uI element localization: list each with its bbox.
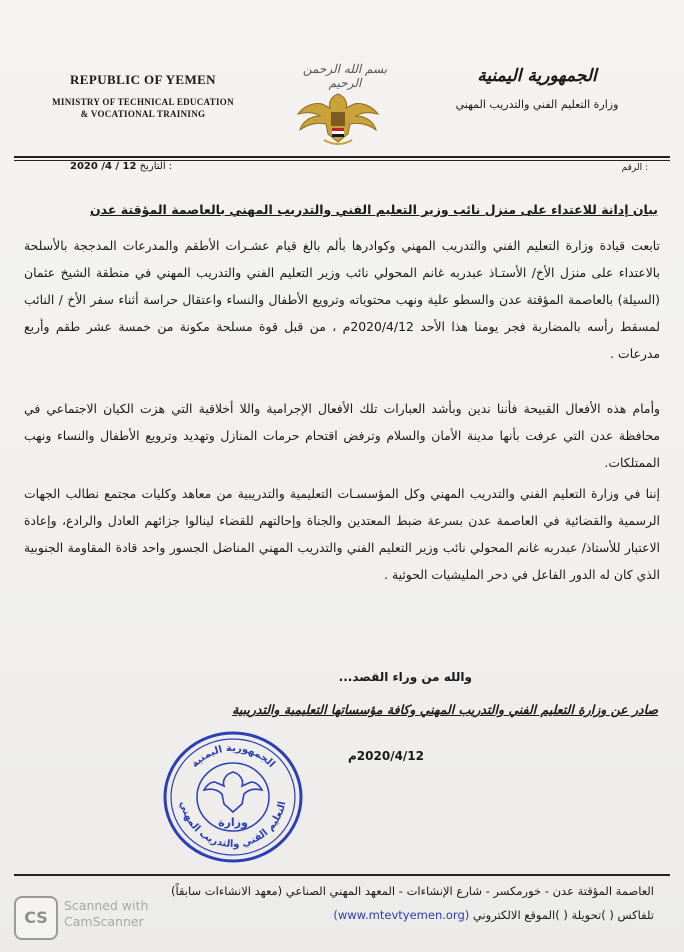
paragraph-2: وأمام هذه الأفعال القبيحة فأننا ندين وبأشد العبارات تلك الأفعال الإجرامية واللا أخلاقية التي هزت الكيان الاجتماعي في محافظة عدن التي عرفت بأنها مدينة الأمان والسلام وترفض اقتحام حرمات المنازل وتهديد وترويع الأطفال والنساء ونهب الممتلكات. [24,401,660,470]
header-english [28,72,258,120]
stamp-bottom-text: التعليم الفني والتدريب المهني [177,800,289,851]
footer-contact-text: تلفاكس ( )تحويلة ( )الموقع الالكتروني [472,908,654,922]
issuer-line: صادر عن وزارة التعليم الفني والتدريب المهني وكافة مؤسساتها التعليمية والتدريبية [232,702,658,717]
paragraph-1: تابعت قيادة وزارة التعليم الفني والتدريب المهني وكوادرها بألم بالغ قيام عشـرات الأطقم والمدرعات المدججة بالأسلحة بالاعتداء على منزل الأخ/ الأستـاذ عبدربه غانم المحولي نائب وزير التعليم الفني والتدريب المهني في منطقة الشيخ عثمان (السيلة) بالعاصمة المؤقتة عدن والسطو علية ونهب محتوياته وترويع الأطفال والنساء واعتقال حراسة أثناء سفر الأخ / النائب لمسقط رأسه بالمضاربة فجر يومنا هذا الأحد 2020/4/12م ، من قبل قوة مسلحة مكونة من خمسة عشر طقم وأربع مدرعات . [24,238,660,361]
footer-address: العاصمة المؤقتة عدن - خورمكسر - شارع الإنشاءات - المعهد المهني الصناعي (معهد الانشاءات سابقاً) [171,884,654,898]
country-name-en: REPUBLIC OF YEMEN [70,72,216,87]
paragraph-3: إننا في وزارة التعليم الفني والتدريب المهني وكل المؤسسـات التعليمية والتدريبية من معاهد وكليات مجتمع نطالب الجهات الرسمية والقضائية في العاصمة عدن بسرعة ضبط المعتدين والجناة وإحالتهم للقضاء لينالوا جزائهم العادل والرادع، وإعادة الاعتبار للأستاذ/ عبدربه غانم المحولي نائب وزير التعليم الفني والتدريب المهني المناضل الجسور واحد قادة المقاومة الجنوبية الذي كان له الدور الفاعل في دحر المليشيات الحوثية . [24,486,660,582]
ministry-line-1: MINISTRY OF TECHNICAL EDUCATION [52,97,234,107]
camscanner-watermark [64,898,148,930]
basmala: بسم الله الرحمن الرحيم [302,62,388,90]
date-label: التاريخ : [139,161,173,172]
yemen-eagle-emblem-icon [288,88,388,148]
camscanner-line-1: Scanned with [64,898,149,913]
closing-line: والله من وراء القصد... [338,670,472,684]
ministry-line-2: & VOCATIONAL TRAINING [80,109,206,119]
country-name-ar: الجمهورية اليمنية [477,66,597,86]
issue-date: 2020/4/12م [348,749,425,763]
footer-website-link[interactable]: (www.mtevtyemen.org) [333,908,470,922]
camscanner-line-2: CamScanner [64,914,144,929]
ministry-name-en [28,96,258,120]
date-line [70,161,172,172]
reference-label: الرقم : [621,163,648,173]
statement-title: بيان إدانة للاعتداء على منزل نائب وزير التعليم الفني والتدريب المهني بالعاصمة المؤقتة عدن [90,202,658,217]
camscanner-logo-icon: CS [14,896,58,940]
header-rule [14,156,670,158]
footer-rule [14,874,670,876]
stamp-top-text: الجمهورية اليمنية [189,742,277,770]
official-stamp-icon [160,728,306,866]
stamp-center-text: وزارة [218,816,248,829]
header-arabic [422,66,652,111]
ministry-name-ar: وزارة التعليم الفني والتدريب المهني [455,98,619,111]
date-value: 2020 /4 / 12 [70,161,137,172]
